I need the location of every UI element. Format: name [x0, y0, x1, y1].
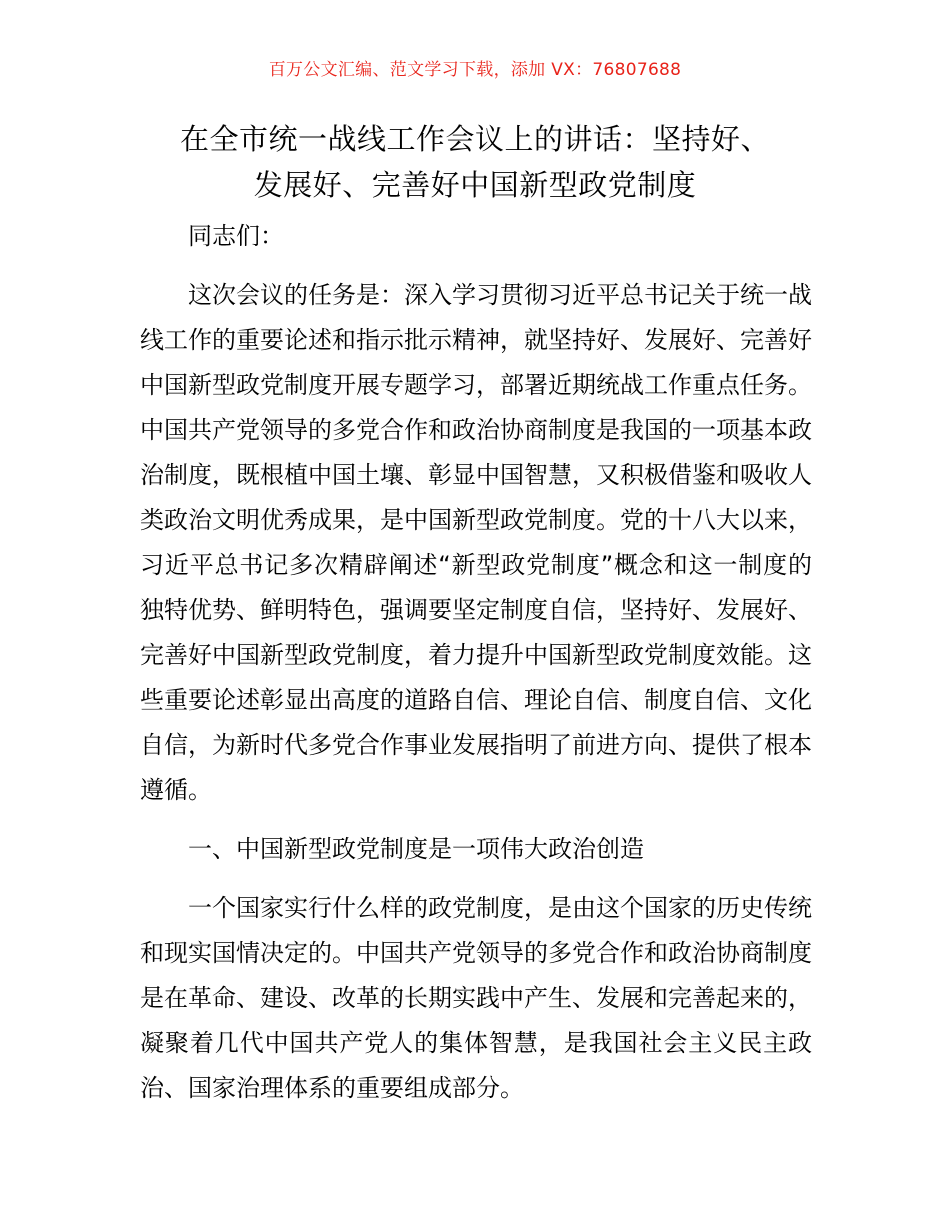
- section-heading-1: 一、中国新型政党制度是一项伟大政治创造: [188, 835, 644, 863]
- salutation: 同志们：: [188, 222, 284, 250]
- document-title: [140, 116, 810, 208]
- title-line-2: 发展好、完善好中国新型政党制度: [253, 168, 697, 202]
- paragraph-section-1: 一个国家实行什么样的政党制度，是由这个国家的历史传统和现实国情决定的。中国共产党领导的多党合作和政治协商制度是在革命、建设、改革的长期实践中产生、发展和完善起来的，凝聚着几代中国共产党人的集体智慧，是我国社会主义民主政治、国家治理体系的重要组成部分。: [140, 894, 812, 1102]
- document-body: [140, 214, 812, 1111]
- promo-header-note: 百万公文汇编、范文学习下载，添加 VX：76807688: [268, 60, 682, 80]
- title-line-1: 在全市统一战线工作会议上的讲话：坚持好、: [179, 122, 770, 156]
- paragraph-intro: 这次会议的任务是：深入学习贯彻习近平总书记关于统一战线工作的重要论述和指示批示精神，就坚持好、发展好、完善好中国新型政党制度开展专题学习，部署近期统战工作重点任务。中国共产党领导的多党合作和政治协商制度是我国的一项基本政治制度，既根植中国土壤、彰显中国智慧，又积极借鉴和吸收人类政治文明优秀成果，是中国新型政党制度。党的十八大以来，习近平总书记多次精辟阐述“新型政党制度”概念和这一制度的独特优势、鲜明特色，强调要坚定制度自信，坚持好、发展好、完善好中国新型政党制度，着力提升中国新型政党制度效能。这些重要论述彰显出高度的道路自信、理论自信、制度自信、文化自信，为新时代多党合作事业发展指明了前进方向、提供了根本遵循。: [140, 281, 812, 804]
